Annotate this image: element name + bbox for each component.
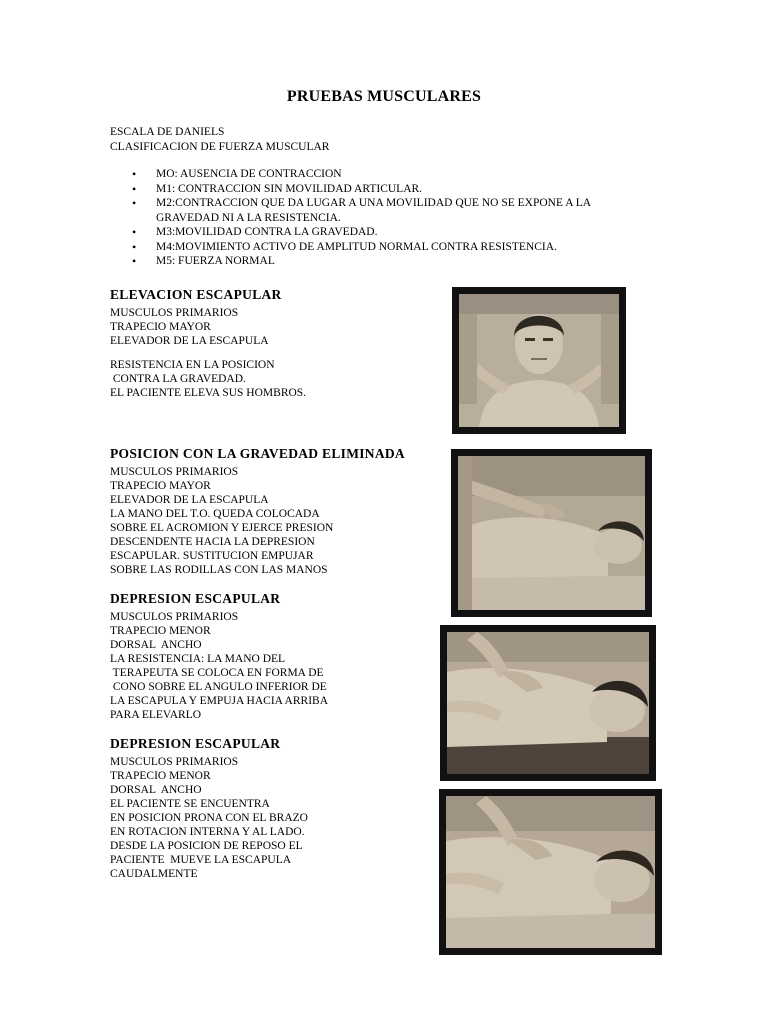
scale-item-m4: • M4:MOVIMIENTO ACTIVO DE AMPLITUD NORMAL CONTRA RESISTENCIA. xyxy=(110,240,670,255)
section-line: LA MANO DEL T.O. QUEDA COLOCADA xyxy=(110,508,320,520)
photo-depresion-escapular-2 xyxy=(439,789,662,955)
photo-image xyxy=(458,456,645,610)
section-line: DESCENDENTE HACIA LA DEPRESION xyxy=(110,536,315,548)
section-line: DORSAL ANCHO xyxy=(110,784,202,796)
section-depresion-escapular-1 xyxy=(110,592,430,722)
photo-image xyxy=(447,632,649,774)
section-line: MUSCULOS PRIMARIOS xyxy=(110,466,239,478)
section-line: CONTRA LA GRAVEDAD. xyxy=(110,373,246,385)
section-line: TRAPECIO MENOR xyxy=(110,625,211,637)
scale-item-m5: • M5: FUERZA NORMAL xyxy=(110,254,670,269)
scale-item-m2 xyxy=(110,196,670,225)
scale-item-m3: • M3:MOVILIDAD CONTRA LA GRAVEDAD. xyxy=(110,225,670,240)
section-line: LA ESCAPULA Y EMPUJA HACIA ARRIBA xyxy=(110,695,329,707)
section-line: RESISTENCIA EN LA POSICION xyxy=(110,359,275,371)
section-elevacion-escapular xyxy=(110,288,430,400)
section-heading: DEPRESION ESCAPULAR xyxy=(110,736,281,751)
intro-block xyxy=(110,125,329,154)
section-line: MUSCULOS PRIMARIOS xyxy=(110,611,239,623)
section-line: EL PACIENTE ELEVA SUS HOMBROS. xyxy=(110,387,307,399)
section-line: SOBRE LAS RODILLAS CON LAS MANOS xyxy=(110,564,328,576)
section-heading: DEPRESION ESCAPULAR xyxy=(110,591,281,606)
section-line: DESDE LA POSICION DE REPOSO EL xyxy=(110,840,303,852)
page-title: PRUEBAS MUSCULARES xyxy=(286,88,482,105)
section-line: PACIENTE MUEVE LA ESCAPULA xyxy=(110,854,292,866)
section-line: LA RESISTENCIA: LA MANO DEL xyxy=(110,653,286,665)
scale-item-m2-line2: GRAVEDAD NI A LA RESISTENCIA. xyxy=(156,211,341,224)
scale-item-m0: • MO: AUSENCIA DE CONTRACCION xyxy=(110,167,670,182)
section-line: DORSAL ANCHO xyxy=(110,639,202,651)
section-heading: ELEVACION ESCAPULAR xyxy=(110,287,282,302)
section-depresion-escapular-2 xyxy=(110,737,430,881)
section-line: ELEVADOR DE LA ESCAPULA xyxy=(110,494,269,506)
section-gravedad-eliminada xyxy=(110,447,430,577)
section-line: MUSCULOS PRIMARIOS xyxy=(110,756,239,768)
photo-image xyxy=(459,294,619,427)
strength-scale-list xyxy=(110,167,670,269)
section-line: TRAPECIO MAYOR xyxy=(110,321,211,333)
scale-item-m1: • M1: CONTRACCION SIN MOVILIDAD ARTICULAR. xyxy=(110,182,670,197)
section-line: CONO SOBRE EL ANGULO INFERIOR DE xyxy=(110,681,327,693)
section-line: PARA ELEVARLO xyxy=(110,709,202,721)
section-line: EN POSICION PRONA CON EL BRAZO xyxy=(110,812,308,824)
section-line: ESCAPULAR. SUSTITUCION EMPUJAR xyxy=(110,550,314,562)
section-heading: POSICION CON LA GRAVEDAD ELIMINADA xyxy=(110,446,405,461)
photo-depresion-escapular-1 xyxy=(440,625,656,781)
scale-name: ESCALA DE DANIELS xyxy=(110,126,225,138)
section-line: TRAPECIO MAYOR xyxy=(110,480,211,492)
photo-elevacion-escapular xyxy=(452,287,626,434)
scale-item-m2-line1: M2:CONTRACCION QUE DA LUGAR A UNA MOVILIDAD QUE NO SE EXPONE A LA xyxy=(156,197,592,209)
section-line: EL PACIENTE SE ENCUENTRA xyxy=(110,798,270,810)
section-line: EN ROTACION INTERNA Y AL LADO. xyxy=(110,826,305,838)
section-line: MUSCULOS PRIMARIOS xyxy=(110,307,239,319)
section-line: TRAPECIO MENOR xyxy=(110,770,211,782)
scale-subtitle: CLASIFICACION DE FUERZA MUSCULAR xyxy=(110,140,330,153)
photo-gravedad-eliminada xyxy=(451,449,652,617)
section-line: CAUDALMENTE xyxy=(110,868,198,880)
section-line: SOBRE EL ACROMION Y EJERCE PRESION xyxy=(110,522,334,534)
section-line: TERAPEUTA SE COLOCA EN FORMA DE xyxy=(110,667,324,679)
section-line: ELEVADOR DE LA ESCAPULA xyxy=(110,335,269,347)
photo-image xyxy=(446,796,655,948)
